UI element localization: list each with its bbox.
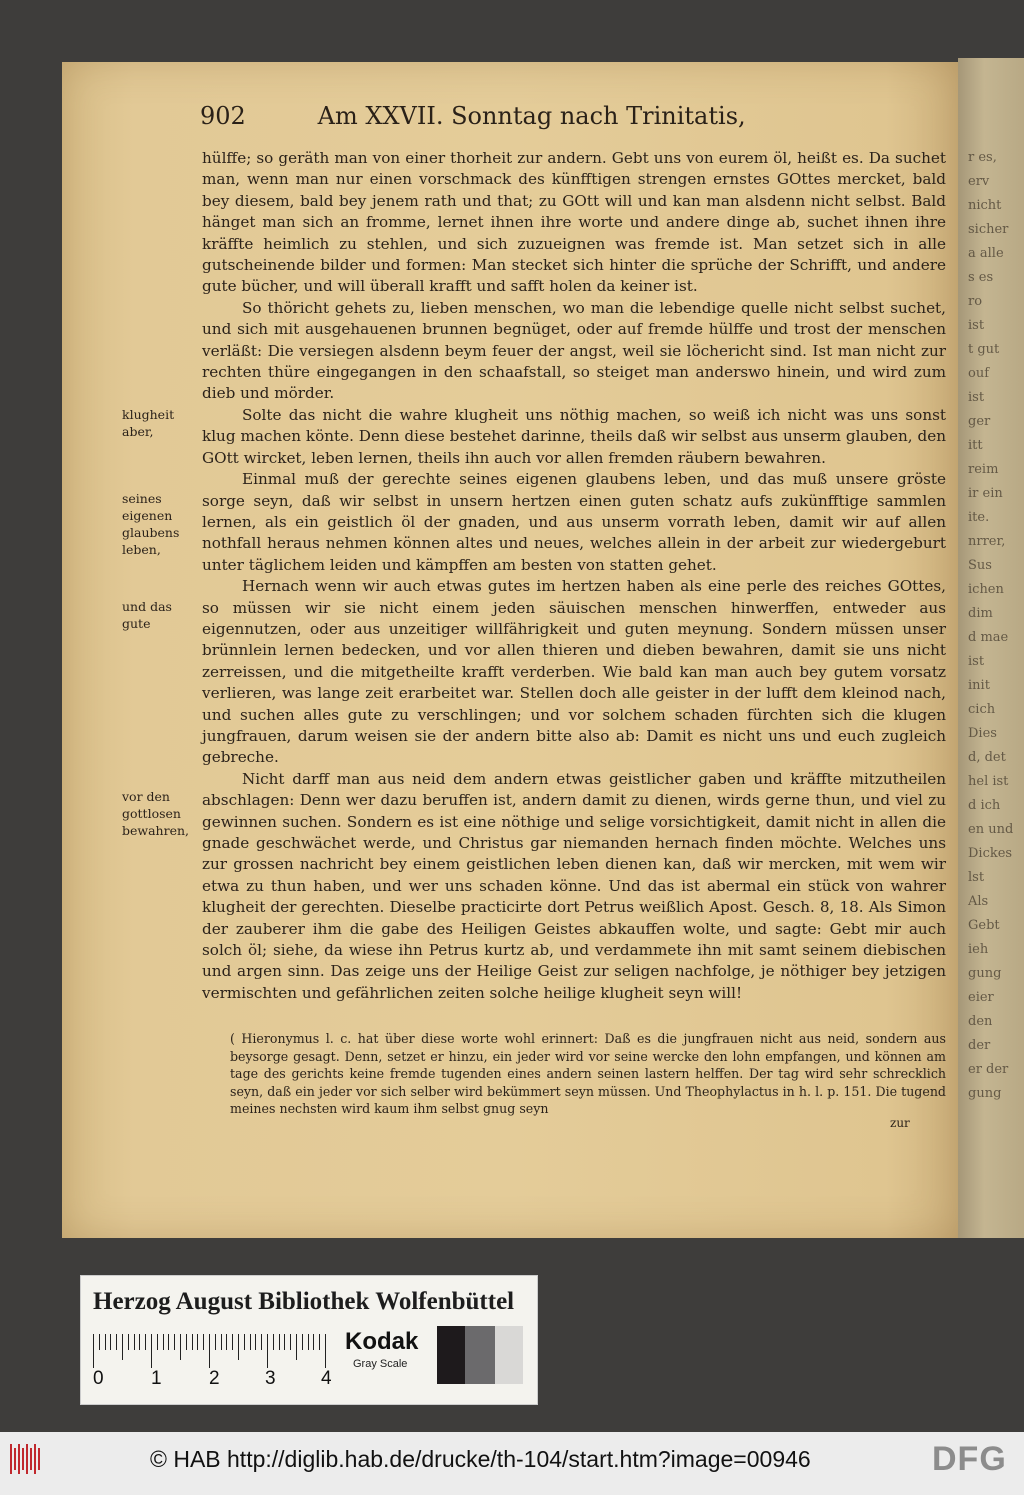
adjacent-page-fragment: Dickes	[968, 846, 1013, 861]
page-number: 902	[200, 102, 246, 130]
ruler-tick	[174, 1334, 175, 1350]
ruler-tick	[215, 1334, 216, 1350]
adjacent-page-fragment: ger	[968, 414, 991, 429]
adjacent-page-fragment: s es	[968, 270, 994, 285]
catchword: zur	[890, 1116, 910, 1130]
running-head: Am XXVII. Sonntag nach Trinitatis,	[317, 102, 746, 130]
paragraph: Solte das nicht die wahre klugheit uns nöthig machen, so weiß ich nicht was uns sonst klug machen könte. Denn diese bestehet darinne, theils daß wir selbst aus unserm glauben, den GOtt wircket, leben lernen, theils ihn auch vor allen fremden räubern bewahren.	[202, 405, 946, 467]
ruler-tick	[244, 1334, 245, 1350]
ruler-tick	[139, 1334, 140, 1350]
ruler-tick	[226, 1334, 227, 1350]
hab-logo-icon	[8, 1442, 42, 1476]
ruler-tick	[209, 1334, 210, 1368]
ruler-tick	[110, 1334, 111, 1350]
ruler-tick	[279, 1334, 280, 1350]
ruler-tick	[105, 1334, 106, 1350]
ruler-tick	[221, 1334, 222, 1350]
adjacent-page-fragment: d, det	[968, 750, 1006, 765]
adjacent-page-fragment: ichen	[968, 582, 1004, 597]
ruler-tick	[203, 1334, 204, 1350]
adjacent-page-edge	[958, 58, 1024, 1238]
ruler-tick	[319, 1334, 320, 1350]
ruler-tick	[250, 1334, 251, 1350]
ruler-tick	[134, 1334, 135, 1350]
adjacent-page-fragment: a alle	[968, 246, 1004, 261]
ruler-tick	[186, 1334, 187, 1350]
adjacent-page-fragment: reim	[968, 462, 999, 477]
ruler-tick	[122, 1334, 123, 1360]
ruler-tick	[290, 1334, 291, 1350]
swatch-white	[495, 1326, 523, 1384]
scanned-page	[62, 62, 958, 1238]
adjacent-page-fragment: der	[968, 1038, 991, 1053]
margin-note: vor den gottlosen bewahren,	[122, 789, 189, 838]
adjacent-page-fragment: ist	[968, 654, 985, 669]
dfg-logo: DFG	[932, 1440, 1007, 1478]
ruler-tick	[99, 1334, 100, 1350]
adjacent-page-fragment: Als	[968, 894, 989, 909]
footnote: ( Hieronymus l. c. hat über diese worte wohl erinnert: Daß es die jungfrauen nicht aus neid, sondern aus beysorge gesagt. Denn, setzet er hinzu, ein jeder wird vor seine wercke den lohn empfangen, und können am tage des gerichts keine fremde tugenden eines andern seinen lastern helffen. Der tag wird sehr schrecklich seyn, daß ein jeder vor sich selber wird bekümmert seyn müssen. Und Theophylactus in h. l. p. 151. Die tugend meines nechsten wird kaum ihm selbst gnug seyn	[230, 1031, 946, 1116]
ruler-tick	[145, 1334, 146, 1350]
main-text	[202, 148, 946, 1004]
kodak-logo: Kodak	[345, 1328, 419, 1355]
margin-note: seines eigenen glaubens leben,	[122, 491, 180, 557]
ruler-tick	[168, 1334, 169, 1350]
adjacent-page-fragment: lst	[968, 870, 985, 885]
adjacent-page-fragment: gung	[968, 1086, 1002, 1101]
copyright-link[interactable]: © HAB http://diglib.hab.de/drucke/th-104/start.htm?image=00946	[150, 1446, 811, 1472]
adjacent-page-fragment: dim	[968, 606, 993, 621]
adjacent-page-fragment: d mae	[968, 630, 1009, 645]
ruler-tick	[232, 1334, 233, 1350]
adjacent-page-fragment: er der	[968, 1062, 1009, 1077]
margin-note: und das gute	[122, 599, 172, 631]
adjacent-page-fragment: ro	[968, 294, 983, 309]
adjacent-page-fragment: en und	[968, 822, 1014, 837]
adjacent-page-fragment: gung	[968, 966, 1002, 981]
adjacent-page-fragment: nicht	[968, 198, 1002, 213]
adjacent-page-fragment: Gebt	[968, 918, 1000, 933]
ruler-tick	[302, 1334, 303, 1350]
ruler-tick	[128, 1334, 129, 1350]
ruler-tick	[157, 1334, 158, 1350]
ruler-tick	[267, 1334, 268, 1368]
ruler-tick	[151, 1334, 152, 1368]
paragraph: hülffe; so geräth man von einer thorheit zur andern. Gebt uns von eurem öl, heißt es. Da suchet man, wenn man nur einen vorschmack des künfftigen strengen ernstes GOttes mercket, bald bey diesem, bald bey jenem rath und that; zu GOtt will und kan man alsdenn nicht selbst. Bald hänget man sich an fromme, lernet ihnen ihre worte und andere dinge ab, suchet ihnen ihre kräffte heimlich zu stehlen, und sich zuzueignen was fremde ist. Man setzet sich in alle gutscheinende bilder und formen: Man stecket sich hinter die sprüche der Schrifft, und andere gute bücher, und will überall krafft und safft holen da keiner ist.	[202, 149, 946, 296]
page-header	[200, 102, 900, 130]
institution-name: Herzog August Bibliothek Wolfenbüttel	[93, 1288, 515, 1315]
ruler-tick	[255, 1334, 256, 1350]
ruler-tick	[313, 1334, 314, 1350]
adjacent-page-fragment: ist	[968, 318, 985, 333]
ruler-tick	[238, 1334, 239, 1360]
paragraph: Einmal muß der gerechte seines eigenen glaubens leben, und das muß unsere gröste sorge seyn, daß wir selbst in unsern hertzen einen guten schatz aufs zukünfftige sammlen lernen, als ein geistlich öl der gnaden, und aus unserm vorrath leben, damit wir auf allen nothfall heraus nehmen können altes und neues, welches allein in der arbeit zur wiedergeburt unter täglichem leiden und kämpffen am besten von statten gehet.	[202, 470, 946, 574]
adjacent-page-fragment: itt	[968, 438, 983, 453]
ruler-tick	[325, 1334, 326, 1368]
ruler-number: 3	[265, 1368, 276, 1389]
paragraph: Nicht darff man aus neid dem andern etwas geistlicher gaben und kräffte mitzutheilen abschlagen: Denn wer dazu beruffen ist, andern damit zu dienen, wirds gerne thun, und viel zu gewinnen suchen. Sondern es ist eine nöthige und selige vorsichtigkeit, damit nicht in allen die gnade geschwächet werde, und Christus gar niemanden hernach finden möchte. Welches uns zur grossen nachricht bey einem geistlichen leben dienen kan, daß wir mercken, mit wem wir etwa zu thun haben, und wer uns schaden könne. Und das ist abermal ein stück von wahrer klugheit der gerechten. Dieselbe practicirte dort Petrus weißlich Apost. Gesch. 8, 18. Als Simon der zauberer ihm die gabe des Heiligen Geistes abkauffen wolte, und sagte: Gebt mir auch solch öl; siehe, da wiese ihn Petrus kurtz ab, und verdammete ihn mit samt seinem diebischen und argen sinn. Das zeige uns der Heilige Geist zur seligen nachfolge, je nöthiger bey jetzigen vermischten und gefährlichen zeiten solche heilige klugheit seyn will!	[202, 769, 946, 1002]
ruler-tick	[93, 1334, 94, 1368]
adjacent-page-fragment: ite.	[968, 510, 990, 525]
adjacent-page-fragment: erv	[968, 174, 990, 189]
color-calibration-card	[80, 1275, 538, 1405]
adjacent-page-fragment: eier	[968, 990, 994, 1005]
adjacent-page-fragment: r es,	[968, 150, 997, 165]
adjacent-page-fragment: ist	[968, 390, 985, 405]
swatch-gray	[465, 1326, 495, 1384]
ruler-tick	[296, 1334, 297, 1360]
adjacent-page-fragment: Sus	[968, 558, 992, 573]
margin-note: klugheit aber,	[122, 407, 175, 439]
adjacent-page-fragment: cich	[968, 702, 996, 717]
adjacent-page-fragment: ir ein	[968, 486, 1003, 501]
ruler-number: 0	[93, 1368, 104, 1389]
adjacent-page-fragment: sicher	[968, 222, 1009, 237]
ruler-number: 4	[321, 1368, 332, 1389]
ruler-number: 1	[151, 1368, 162, 1389]
adjacent-page-fragment: ouf	[968, 366, 990, 381]
ruler-tick	[116, 1334, 117, 1350]
ruler-tick	[284, 1334, 285, 1350]
adjacent-page-fragment: ieh	[968, 942, 989, 957]
adjacent-page-fragment: init	[968, 678, 990, 693]
ruler-tick	[197, 1334, 198, 1350]
adjacent-page-fragment: Dies	[968, 726, 997, 741]
adjacent-page-fragment: den	[968, 1014, 993, 1029]
ruler-tick	[192, 1334, 193, 1350]
paragraph: Hernach wenn wir auch etwas gutes im hertzen haben als eine perle des reiches GOttes, so müssen wir sie nicht einem jeden säuischen menschen hinwerffen, entweder aus eigennutzen, oder aus unzeitiger willfährigkeit und guten meynung. Sondern müssen unser brünnlein lernen bedecken, und vor allen thieren und dieben bewahren, damit sie uns nicht zerreissen, und die mitgetheilte krafft verderben. Wie bald kan man auch bey gutem vorsatz verlieren, was lange zeit erarbeitet war. Stellen doch alle geister in der lufft dem kleinod nach, und suchen alles gute zu verschlingen; und vor solchem schaden fürchten sich die klugen jungfrauen, darum weisen sie der andern bitte also ab: Damit es nicht uns und euch zugleich gebreche.	[202, 577, 946, 767]
swatch-black	[437, 1326, 465, 1384]
adjacent-page-fragment: nrrer,	[968, 534, 1006, 549]
ruler-tick	[273, 1334, 274, 1350]
ruler-scale	[93, 1334, 331, 1370]
gray-scale-label: Gray Scale	[353, 1358, 408, 1370]
adjacent-page-fragment: d ich	[968, 798, 1001, 813]
adjacent-page-fragment: hel ist	[968, 774, 1009, 789]
ruler-number: 2	[209, 1368, 220, 1389]
ruler-tick	[163, 1334, 164, 1350]
ruler-tick	[261, 1334, 262, 1350]
ruler-tick	[308, 1334, 309, 1350]
ruler-numbers	[89, 1368, 339, 1392]
footer-bar	[0, 1432, 1024, 1495]
ruler-tick	[180, 1334, 181, 1360]
paragraph: So thöricht gehets zu, lieben menschen, wo man die lebendige quelle nicht selbst suchet, und sich mit ausgehauenen brunnen begnüget, oder auf fremde hülffe und trost der menschen verläßt: Die versiegen alsdenn beym feuer der angst, weil sie löchericht sind. Ist man nicht zur rechten thüre eingegangen in den schaafstall, so steiget man anderswo hinein, und wird zum dieb und mörder.	[202, 298, 946, 403]
adjacent-page-fragment: t gut	[968, 342, 1000, 357]
